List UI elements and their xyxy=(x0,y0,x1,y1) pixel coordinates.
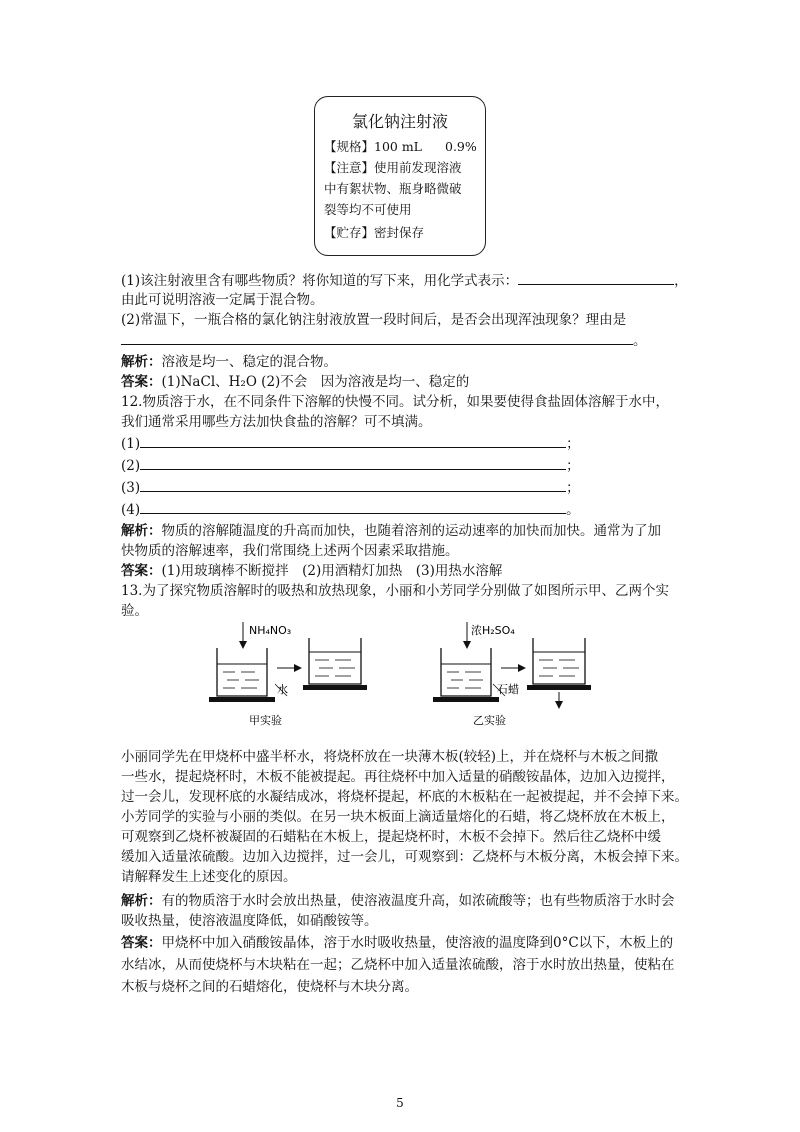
q13-answer-label: 答案： xyxy=(121,935,162,951)
q12-blank-row-1 xyxy=(121,433,580,454)
label-spec-value: 0.9% xyxy=(445,139,477,154)
page-number: 5 xyxy=(396,1096,404,1110)
q12-analysis-label: 解析： xyxy=(121,523,162,539)
q13-analysis-2: 吸收热量，使溶液温度降低，如硝酸铵等。 xyxy=(121,913,378,929)
q11-analysis xyxy=(121,352,337,372)
q12-blank-end: ； xyxy=(566,436,580,452)
q13-body-4: 小芳同学的实验与小丽的类似。在另一块木板面上滴适量熔化的石蜡，将乙烧杯放在木板上， xyxy=(121,809,675,825)
q12-blank-row-2 xyxy=(121,455,580,476)
experiment-figure xyxy=(205,618,605,736)
board-right-falling-icon xyxy=(527,685,591,690)
water-label: 水 xyxy=(277,683,288,696)
q12-answer-label: 答案： xyxy=(121,563,162,579)
label-note-2: 中有絮状物、瓶身略微破 xyxy=(324,181,462,196)
q12-blank-4[interactable] xyxy=(140,499,566,514)
q13-body-5: 可观察到乙烧杯被凝固的石蜡粘在木板上，提起烧杯时，木板不会掉下。然后往乙烧杯中缓 xyxy=(121,829,661,845)
injection-label-box xyxy=(314,96,486,256)
q12-answer-text: (1)用玻璃棒不断搅拌 (2)用酒精灯加热 (3)用热水溶解 xyxy=(161,563,503,579)
q13-stem-2: 验。 xyxy=(121,603,148,619)
q12-blank-row-3 xyxy=(121,477,580,498)
caption-right: 乙实验 xyxy=(473,714,506,727)
q11-answer xyxy=(121,372,469,392)
q13-analysis-label: 解析： xyxy=(121,893,162,909)
q13-body-1: 小丽同学先在甲烧杯中盛半杯水，将烧杯放在一块薄木板(较轻)上，并在烧杯与木板之间撒 xyxy=(121,749,659,765)
wax-label: 石蜡 xyxy=(497,683,519,696)
reagent-right: 浓H₂SO₄ xyxy=(471,624,515,637)
board-left-lifted-icon xyxy=(303,685,367,690)
q11-part1-end: ， xyxy=(674,273,688,289)
q12-blank-num: (3) xyxy=(121,480,141,496)
label-spec-text: 【规格】100 mL xyxy=(324,139,422,154)
q12-blank-num: (1) xyxy=(121,436,141,452)
q11-part1-text: (1)该注射液里含有哪些物质？将你知道的写下来，用化学式表示： xyxy=(121,273,519,289)
experiment-b xyxy=(433,622,591,727)
label-note-3: 裂等均不可使用 xyxy=(324,202,412,217)
beaker-left-result-icon xyxy=(309,638,361,684)
q12-analysis-1 xyxy=(121,521,661,541)
caption-left: 甲实验 xyxy=(249,714,282,727)
label-spec xyxy=(324,138,477,156)
label-storage: 【贮存】密封保存 xyxy=(324,225,425,240)
beaker-right-result-icon xyxy=(533,638,585,684)
q11-blank-2[interactable] xyxy=(121,330,633,345)
q11-blank-1[interactable] xyxy=(518,270,674,285)
q12-blank-num: (4) xyxy=(121,502,141,518)
q12-analysis-text: 物质的溶解随温度的升高而加快，也随着溶剂的运动速率的加快而加快。通常为了加 xyxy=(161,523,661,539)
q12-blank-row-4 xyxy=(121,499,580,520)
q12-blank-end: 。 xyxy=(566,502,580,518)
q12-blank-2[interactable] xyxy=(140,455,566,470)
board-right-icon xyxy=(433,697,499,702)
q13-body-7: 请解释发生上述变化的原因。 xyxy=(121,869,297,885)
q11-part1 xyxy=(121,270,688,291)
q13-body-6: 缓加入适量浓硫酸。边加入边搅拌，过一会儿，可观察到：乙烧杯与木板分离，木板会掉下来。 xyxy=(121,849,688,865)
q11-answer-text: (1)NaCl、H₂O (2)不会 因为溶液是均一、稳定的 xyxy=(161,374,470,390)
q13-answer-1 xyxy=(121,933,673,953)
reagent-left: NH₄NO₃ xyxy=(249,624,292,637)
q13-body-2: 一些水，提起烧杯时，木板不能被提起。再往烧杯中加入适量的硝酸铵晶体，边加入边搅拌， xyxy=(121,769,675,785)
q12-analysis-2: 快物质的溶解速率，我们常围绕上述两个因素采取措施。 xyxy=(121,543,459,559)
q11-part2: (2)常温下，一瓶合格的氯化钠注射液放置一段时间后，是否会出现浑浊现象？理由是 xyxy=(121,312,627,328)
q12-stem-1: 12.物质溶于水，在不同条件下溶解的快慢不同。试分析，如果要使得食盐固体溶解于水中， xyxy=(121,394,669,410)
q13-answer-text: 甲烧杯中加入硝酸铵晶体，溶于水时吸收热量，使溶液的温度降到0°C以下，木板上的 xyxy=(161,935,674,951)
q12-blank-end: ； xyxy=(566,458,580,474)
q12-blank-1[interactable] xyxy=(140,433,566,448)
board-left-icon xyxy=(209,697,275,702)
q13-answer-3: 木板与烧杯之间的石蜡熔化，使烧杯与木块分离。 xyxy=(121,979,418,995)
q11-part2-blank-line xyxy=(121,330,647,351)
q12-stem-2: 我们通常采用哪些方法加快食盐的溶解？可不填满。 xyxy=(121,414,432,430)
experiment-a xyxy=(209,622,367,727)
q11-analysis-text: 溶液是均一、稳定的混合物。 xyxy=(161,354,337,370)
q12-blank-3[interactable] xyxy=(140,477,566,492)
q13-stem-1: 13.为了探究物质溶解时的吸热和放热现象，小丽和小芳同学分别做了如图所示甲、乙两个实 xyxy=(121,583,669,599)
q13-body-3: 过一会儿，发现杯底的水凝结成冰，将烧杯提起，杯底的木板粘在一起被提起，并不会掉下来。 xyxy=(121,789,688,805)
q12-answer xyxy=(121,561,502,581)
q11-part2-end: 。 xyxy=(633,333,647,349)
q11-part1b: 由此可说明溶液一定属于混合物。 xyxy=(121,292,324,308)
q12-blank-num: (2) xyxy=(121,458,141,474)
q13-analysis-text: 有的物质溶于水时会放出热量，使溶液温度升高，如浓硫酸等；也有些物质溶于水时会 xyxy=(161,893,675,909)
q13-analysis-1 xyxy=(121,891,675,911)
q12-blank-end: ； xyxy=(566,480,580,496)
label-note-1: 【注意】使用前发现溶液 xyxy=(324,160,462,175)
q11-answer-label: 答案： xyxy=(121,374,162,390)
q13-answer-2: 水结冰，从而使烧杯与木块粘在一起；乙烧杯中加入适量浓硫酸，溶于水时放出热量，使粘在 xyxy=(121,957,675,973)
label-title: 氯化钠注射液 xyxy=(351,112,448,131)
q11-analysis-label: 解析： xyxy=(121,354,162,370)
